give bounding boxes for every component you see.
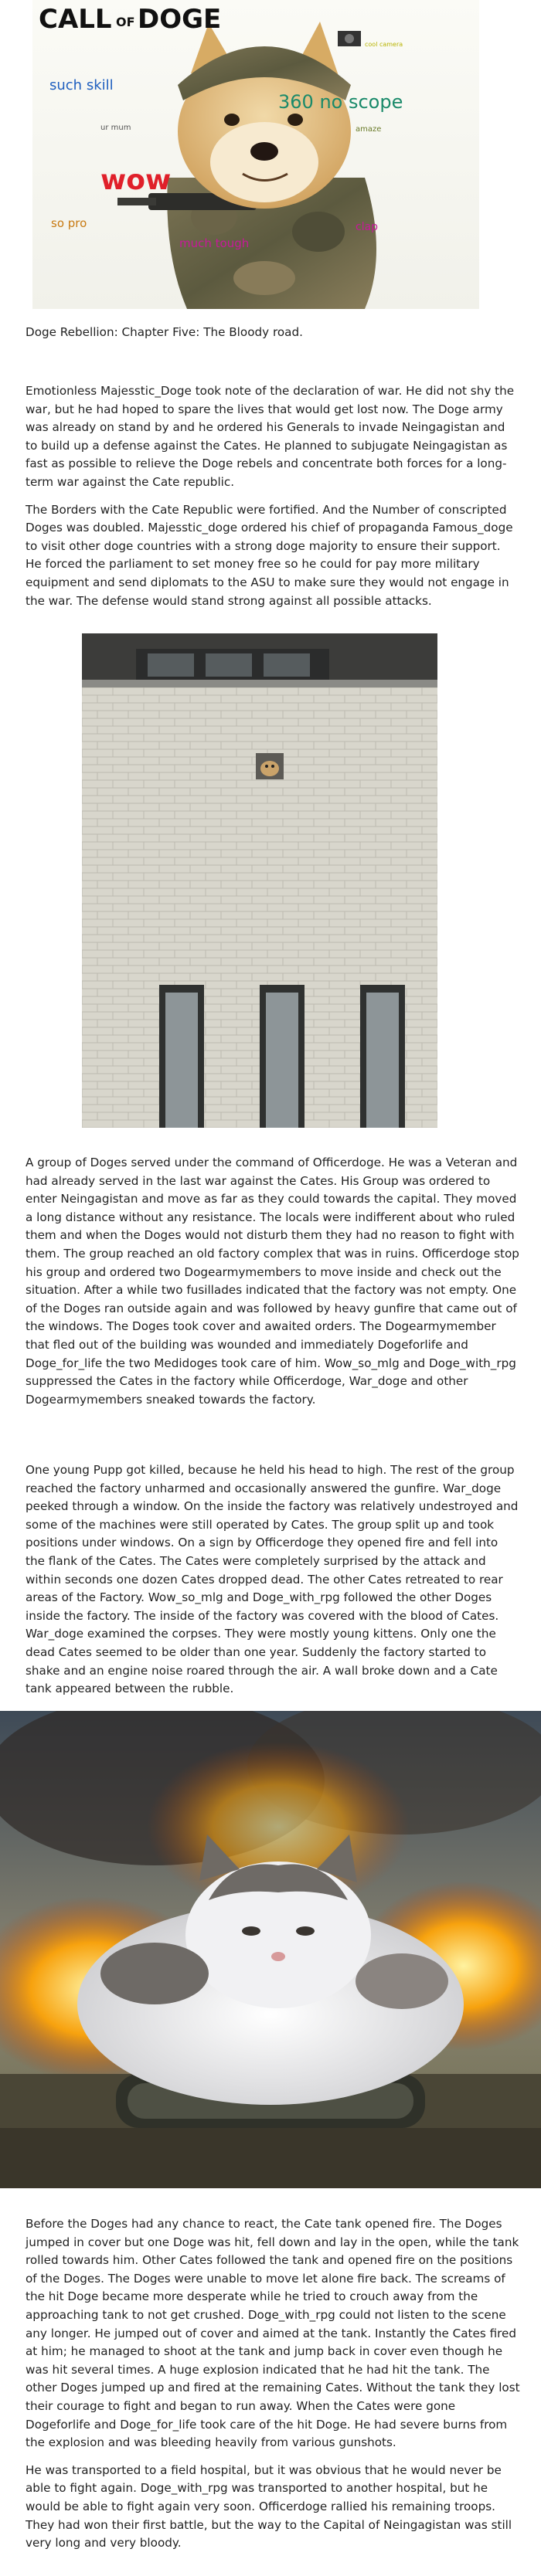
call-of-doge-meme-image [32, 0, 479, 309]
logo-doge: DOGE [138, 4, 222, 35]
paragraph: The Borders with the Cate Republic were fortified. And the Number of conscripted Doges was doubled. Majesstic_doge ordered his chief of propaganda Famous_doge to visit other doge countries with a strong doge majority to ensure their support. He forced the parliament to set money free so he could for pay more military equipment and send diplomats to the ASU to make sure they would not engage in the war. The defense would stand strong against all possible attacks. [26, 502, 513, 608]
word-cool-camera: cool camera [365, 41, 403, 48]
paragraph: He was transported to a field hospital, but it was obvious that he would never be able to fight again. Doge_with_rpg was transported to another hospital, but he would be able to fight again very soon. Officerdoge rallied his remaining troops. They had won their first battle, but the way to the Capital of Neingagistan was still very long and very bloody. [26, 2462, 512, 2551]
word-ur-mum: ur mum [100, 124, 131, 132]
story-block-3: One young Pupp got killed, because he held his head to high. The rest of the group reached the factory unharmed and occasionally answered the gunfire. War_doge peeked through a window. On the inside the factory was relatively undestroyed and some of the machines were still operated by Cates. The group split up and took positions under windows. On a sign by Officerdoge they opened fire and fell into the flank of the Cates. The Cates were completely surprised by the attack and within seconds one dozen Cates dropped dead. The other Cates retreated to rear areas of the Factory. Wow_so_mlg and Doge_with_rpg followed the other Doges inside the factory. The inside of the factory was covered with the blood of Cates. War_doge examined the corpses. They were mostly young kittens. Only one the dead Cates seemed to be older than one year. Suddenly the factory started to shake and an engine noise roared through the air. A wall broke down and a Cate tank appeared between the rubble. [26, 1463, 519, 1696]
building-with-cat-image [82, 633, 437, 1128]
chapter-title: Doge Rebellion: Chapter Five: The Bloody road. [26, 325, 303, 339]
word-much-tough: much tough [179, 236, 250, 250]
word-such-skill: such skill [49, 77, 114, 93]
story-block-1 [26, 382, 520, 619]
cat-tank-image [0, 1711, 541, 2188]
paragraph: Emotionless Majesstic_Doge took note of the declaration of war. He did not shy the war, but he had hoped to spare the lives that would get lost now. The Doge army was already on stand by and he ordered his Generals to invade Neingagistan and to build up a defense against the Cates. He planned to subjugate Neingagistan as fast as possible to relieve the Doge rebels and concentrate both forces for a long-term war against the Cate republic. [26, 384, 515, 489]
building-graphic [82, 633, 437, 1128]
logo-call: CALL [39, 4, 112, 35]
logo-of: OF [116, 15, 135, 29]
word-clap: clap [356, 221, 379, 233]
paragraph: Before the Doges had any chance to react, the Cate tank opened fire. The Doges jumped in cover but one Doge was hit, fell down and lay in the open, while the tank rolled towards him. Other Cates followed the tank and opened fire on the positions of the Doges. The Doges were unable to move let alone fire back. The screams of the hit Doge became more desperate while he tried to crouch away from the approaching tank to not get crushed. Doge_with_rpg could not listen to the scene any longer. He jumped out of cover and aimed at the tank. Instantly the Cates fired at him; he managed to shoot at the tank and jump back in cover even though he was hit several times. A huge explosion indicated that he had hit the tank. The other Doges jumped up and fired at the remaining Cates. Without the tank they lost their courage to fight and began to run away. When the Cates were gone Dogeforlife and Doge_for_life took care of the hit Doge. He had severe burns from the explosion and was bleeding heavily from various gunshots. [26, 2217, 520, 2450]
story-block-4 [26, 2215, 520, 2562]
word-360: 360 no scope [278, 91, 403, 113]
word-amaze: amaze [356, 125, 382, 134]
word-wow: wow [100, 165, 172, 196]
cat-tank-graphic [0, 1711, 541, 2188]
call-of-doge-meme-graphic [32, 0, 479, 309]
story-block-2: A group of Doges served under the command of Officerdoge. He was a Veteran and had already served in the last war against the Cates. His Group was ordered to enter Neingagistan and move as far as they could towards the capital. They moved a long distance without any resistance. The locals were indifferent about who ruled them and when the Doges would not disturb them they had no reason to fight with them. The group reached an old factory complex that was in ruins. Officerdoge stop his group and ordered two Dogearmymembers to move inside and check out the situation. After a while two fusillades indicated that the factory was not empty. One of the Doges ran outside again and was followed by heavy gunfire that came out of the windows. The Doges took cover and awaited orders. The Dogearmymember that fled out of the building was wounded and immediately Dogeforlife and Doge_for_life the two Medidoges took care of him. Wow_so_mlg and Doge_with_rpg suppressed the Cates in the factory while Officerdoge, War_doge and other Dogearmymembers sneaked towards the factory. [26, 1156, 519, 1407]
word-so-pro: so pro [51, 216, 87, 230]
